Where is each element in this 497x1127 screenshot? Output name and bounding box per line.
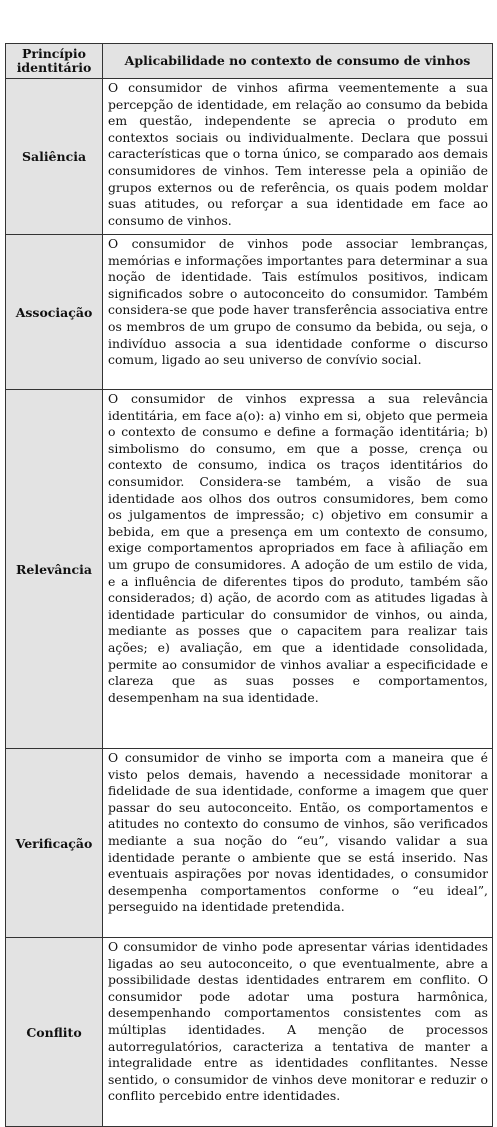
principles-table-container xyxy=(5,43,492,1127)
description-text: O consumidor de vinhos expressa a sua relevância identitária, em face a(o): a) vinho em si, objeto que permeia o contexto de consumo e define a formação identitária; b) simbolismo do consumo, em que a posse, crença ou contexto de consumo, indica os traços identitários do consumidor. Considera-se também, a visão de sua identidade aos olhos dos outros consumidores, bem como os julgamentos de impressão; c) objetivo em consumir a bebida, em que a presença em um contexto de consumo, exige comportamentos apropriados em face à afiliação em um grupo de consumidores. A adoção de um estilo de vida, e a influência de diferentes tipos do produto, também são considerados; d) ação, de acordo com as atitudes ligadas à identidade particular do consumidor de vinhos, ou ainda, mediante as posses que o capacitem para realizar tais ações; e) avaliação, em que a identidade consolidada, permite ao consumidor de vinhos avaliar a especificidade e clareza que as suas posses e comportamentos, desempenham na sua identidade. xyxy=(108,391,488,705)
description-text: O consumidor de vinho se importa com a maneira que é visto pelos demais, havendo a necessidade monitorar a fidelidade de sua identidade, conforme a imagem que quer passar do seu autoconceito. Então, os comportamentos e atitudes no contexto do consumo de vinhos, são verificados mediante a sua noção do “eu”, visando validar a sua identidade perante o ambiente que se está inserido. Nas eventuais aspirações por novas identidades, o consumidor desempenha comportamentos conforme o “eu ideal”, perseguido na identidade pretendida. xyxy=(108,750,488,915)
table-row xyxy=(6,235,493,390)
header-principle: Princípio identitário xyxy=(6,44,103,79)
principle-cell: Conflito xyxy=(6,938,103,1127)
principles-table xyxy=(5,43,493,1127)
description-text: O consumidor de vinhos pode associar lembranças, memórias e informações importantes para determinar a sua noção de identidade. Tais estímulos positivos, indicam significados sobre o autoconceito do consumidor. Também considera-se que pode haver transferência associativa entre os membros de um grupo de consumo da bebida, ou seja, o indivíduo associa a sua identidade conforme o discurso comum, ligado ao seu universo de convívio social. xyxy=(108,236,488,368)
description-cell xyxy=(103,938,493,1127)
table-row xyxy=(6,749,493,938)
header-applicability: Aplicabilidade no contexto de consumo de vinhos xyxy=(103,44,493,79)
table-row xyxy=(6,938,493,1127)
table-row xyxy=(6,390,493,749)
principle-cell: Associação xyxy=(6,235,103,390)
description-text: O consumidor de vinhos afirma veementemente a sua percepção de identidade, em relação ao consumo da bebida em questão, independente se aprecia o produto em contextos sociais ou individualmente. Declara que possui características que o torna único, se comparado aos demais consumidores de vinhos. Tem interesse pela a opinião de grupos externos ou de referência, os quais podem moldar suas atitudes, ou reforçar a sua identidade em face ao consumo de vinhos. xyxy=(108,80,488,228)
table-header-row xyxy=(6,44,493,79)
description-cell xyxy=(103,79,493,235)
description-cell xyxy=(103,235,493,390)
description-cell xyxy=(103,390,493,749)
description-cell xyxy=(103,749,493,938)
principle-cell: Verificação xyxy=(6,749,103,938)
principle-cell: Saliência xyxy=(6,79,103,235)
principle-cell: Relevância xyxy=(6,390,103,749)
description-text: O consumidor de vinho pode apresentar várias identidades ligadas ao seu autoconceito, o que eventualmente, abre a possibilidade destas identidades entrarem em conflito. O consumidor pode adotar uma postura harmônica, desempenhando comportamentos consistentes com as múltiplas identidades. A menção de processos autorregulatórios, caracteriza a tentativa de manter a integralidade entre as identidades conflitantes. Nesse sentido, o consumidor de vinhos deve monitorar e reduzir o conflito percebido entre identidades. xyxy=(108,939,488,1104)
table-row xyxy=(6,79,493,235)
